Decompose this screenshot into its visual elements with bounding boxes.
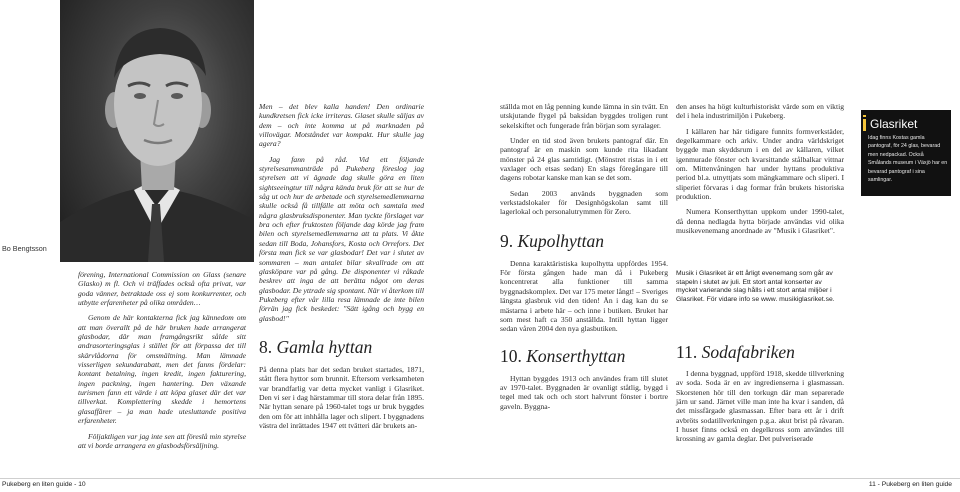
portrait-photo (60, 0, 254, 262)
paragraph: den anses ha högt kulturhistoriskt värde som en viktig del i hela industrimiljön i Pukeberg. (676, 102, 844, 121)
paragraph: Jag fann på råd. Vid ett följande styrelsesammanträde på Pukeberg föreslog jag styrelsen att vi ägnade dag skulle göra en liten sightseeingtur till några kända bruk för att se hur de såg ut och hur de arbetade och styrelsemedlemmarna skulle också få tillfälle att möta och samtala med några glasbruksdisponenter. Man tyckte förslaget var bra och efter fruktosten följande dag körde jag fram bilen och styrelsemedlemmarna att ta plats. Vi åkte sedan till Boda, Johansfors, Kosta och Orrefors. Det första man fick se var glasbodar! Det var i slutet av sommaren – man antalet bilar skvallrade om att glasköpare var på gång. De disponenter vi råkade beskrev att inga de att berätta något om deras glasbodar. De yttrade sig spontant. När vi återkom till Pukeberg efter vår lilla resa lämnade de inte bilen förrän jag fick beskedet: "Sätt igång och bygg en glasbod!" (259, 154, 424, 323)
paragraph: I denna byggnad, uppförd 1918, skedde tillverkning av soda. Soda är en av ingredienserna i glasmassan. Skorstenen hör till den torkugn där man separerade järn ur sand. Järnet ville man inte ha kvar i sanden, då det missfärgade glasmassan. Efter bara ett år i drift avbröts sodatillverkningen p.g.a. akut brist på råvaran. I huset finns också en degelkross som användes till krossning av gamla deglar. Det pulveriserade (676, 369, 844, 444)
column-1 (78, 270, 246, 456)
footer-divider (0, 478, 960, 479)
accent-bar-icon (863, 119, 866, 131)
column-4-lower (676, 342, 844, 450)
paragraph: Under en tid stod även brukets pantograf där. En pantograf är en maskin som kunde rita likadant mönster på 24 glas samtidigt. (Mönstret ristas in i ett vaxlager och etsas sedan) En slags föregångare till dagens robotar kanske man kan se det som. (500, 136, 668, 183)
section-heading-11: 11. Sodafabriken (676, 342, 795, 362)
footer-right: 11 - Pukeberg en liten guide (868, 481, 952, 488)
paragraph: I källaren har här tidigare funnits formverkstäder, degelkammare och arkiv. Under andra världskriget byggde man skyddsrum i en del av källaren, vilket igenmurade fönster och kvarsittande stålbalkar vittnar om. Mittenvåningen har under hyttans produktiva period bl.a. utnyttjats som mängkammare och sliperi. I sliperiet förvaras i dag formar från brukets historiska produktion. (676, 126, 844, 202)
column-4 (676, 102, 844, 241)
paragraph: Genom de här kontakterna fick jag kännedom om att man överallt på de här bruken hade arrangerat glasbodar, där man framgångsrikt sålde sitt andrasorteringsglas i stället för att förpassa det till skärvlådorna för omsmältning. Man lämnade visserligen sekundarabatt, men det fanns fördelar: kontant betalning, ingen kredit, ingen fakturering, ingen packning, ingen hantering. Den växande turismen fann ett värde i att köpa glaset där det var tillverkat. Komplettering skedde i hemortens glasaffärer – ja man hade utesluttande positiva erfarenheter. (78, 313, 246, 426)
column-2 (259, 102, 424, 436)
photo-credit: Bo Bengtsson (2, 244, 47, 253)
paragraph: Numera Konserthyttan uppkom under 1990-talet, då denna nedlagda hytta började användas vid olika musikevenemang anordnade av "Musik i Glasriket". (676, 207, 844, 236)
glasriket-sidebar (861, 110, 951, 196)
section-heading-10: 10. Konserthyttan (500, 345, 626, 366)
paragraph: På denna plats har det sedan bruket startades, 1871, stått flera hyttor som brunnit. Eftersom verksamheten var brandfarlig var detta mycket vanligt i Glasriket. Den vi ser i dag härstammar till stora delar från 1895. När hyttan senare på 1960-talet togs ur bruk byggdes den om för att inhhålla lager och slipert. I byggnadens västra del inrättades 1947 ett tvätteri där brukets an- (259, 364, 424, 430)
portrait-illustration (60, 0, 254, 262)
section-heading-9: 9. Kupolhyttan (500, 230, 605, 251)
sidebar-body: Idag finns Kostas gamla pantograf, för 24 glas, bevarad men nedpackad. Också Smålands museum i Växjö har en bevarad pantograf i sina samlingar. (868, 135, 948, 184)
paragraph: förening, International Commission on Glass (senare Glasko) m fl. Och vi träffades också ofta privat, var goda vänner, betraktade oss ej som konkurrenter, och utbytte erfarenheter på olika områden… (78, 270, 246, 308)
section-heading-8: 8. Gamla hyttan (259, 336, 373, 357)
paragraph: Följaktligen var jag inte sen att föreslå min styrelse att vi borde arrangera en glasbodsförsäljning. (78, 431, 246, 450)
paragraph: Denna karaktäristiska kupolhytta uppfördes 1954. För första gången hade man då i Pukeberg koncentrerat alla funktioner till samma byggnadskomplex. Det var 175 meter långt! – Sveriges längsta glasbruk vid den tiden! Än i dag kan du se mästarna i arbete här – och inne i butiken. Bruket har som mest haft ca 350 anställda. Intill hyttan ligger sedan våren 2004 den nya glasbutiken. (500, 258, 668, 334)
music-info-box: Musik i Glasriket är ett årligt evenemang som går av stapeln i slutet av juli. Ett stort antal konserter av mycket varierande slag hålls i ett stort antal miljöer i Glasriket. För vidare info se www. musikiglasriket.se. (676, 270, 835, 303)
paragraph: Hyttan byggdes 1913 och användes fram till slutet av 1970-talet. Byggnaden är ovanligt ståtlig, byggd i tegel med tak och och stort halvrunt fönster i bortre gaveln. Byggna- (500, 373, 668, 411)
sidebar-title: Glasriket (870, 117, 918, 131)
paragraph: Men – det blev kalla handen! Den ordinarie kundkretsen fick icke irriteras. Glaset skulle säljas av dem – och inte komma ut på marknaden på villovägar. Motståndet var kompakt. Hur skulle jag agera? (259, 102, 424, 149)
footer-left: Pukeberg en liten guide - 10 (2, 481, 86, 488)
column-3 (500, 102, 668, 417)
paragraph: ställda mot en låg penning kunde lämna in sin tvätt. En utskjutande flygel på baksidan byggdes troligen runt sekelskiftet och fungerade från början som syralager. (500, 102, 668, 130)
paragraph: Sedan 2003 används byggnaden som verkstadslokaler för Designhögskolan samt till lagerlokal och personalutrymmen för Zero. (500, 188, 668, 217)
